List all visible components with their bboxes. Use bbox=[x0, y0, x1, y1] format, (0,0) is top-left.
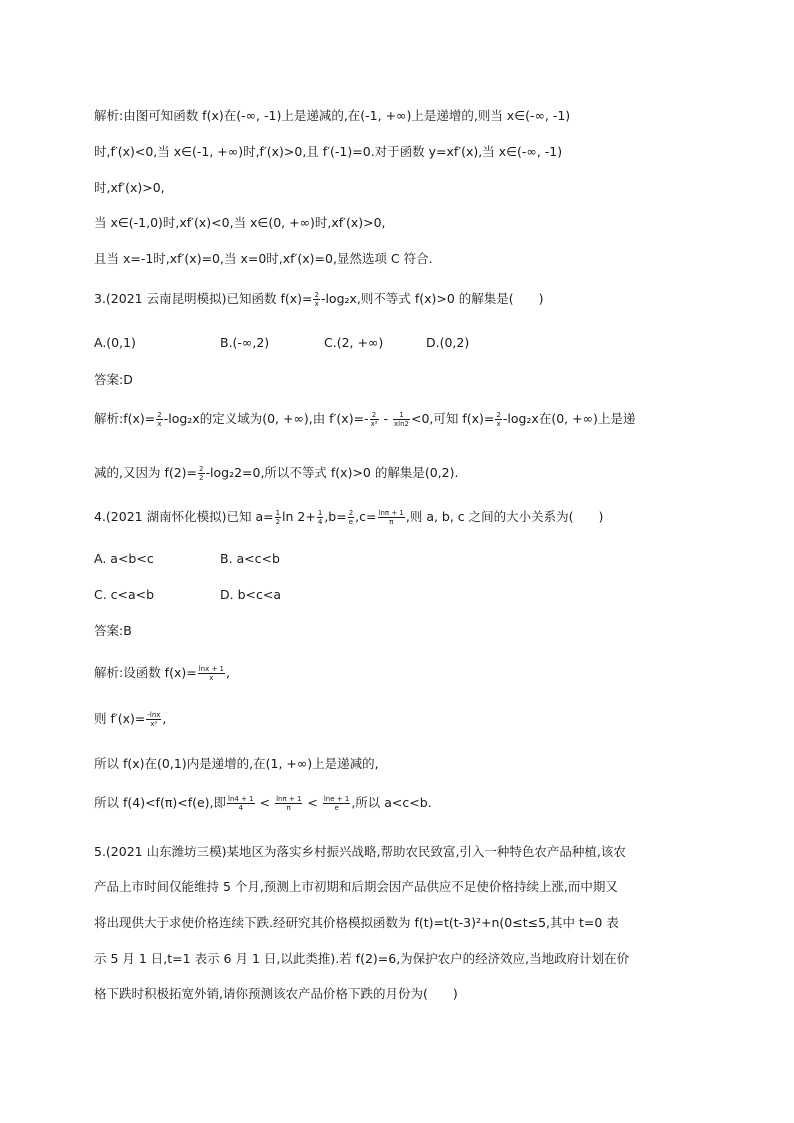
solution-line-4: 当 x∈(-1,0)时,xf′(x)<0,当 x∈(0, +∞)时,xf′(x)>0, bbox=[94, 215, 386, 230]
question-3-stem: 3.(2021 云南昆明模拟)已知函数 f(x)= $\frac{2}{x}$ -log₂x,则不等式 f(x)>0 的解集是( ) bbox=[94, 291, 544, 308]
question-5-line-3: 将出现供大于求使价格连续下跌.经研究其价格模拟函数为 f(t)=t(t-3)²+n(0≤t≤5,其中 t=0 表 bbox=[94, 915, 619, 930]
question-5-line-1: 5.(2021 山东潍坊三模)某地区为落实乡村振兴战略,帮助农民致富,引入一种特色农产品种植,该农 bbox=[94, 844, 626, 859]
question-4-options-row-2 bbox=[94, 585, 724, 605]
question-3-answer: 答案:D bbox=[94, 372, 133, 387]
question-4-options-row-1 bbox=[94, 549, 724, 569]
question-3-explanation-2: 减的,又因为 f(2)= $\frac{2}{2}$ -log₂2=0,所以不等式 f(x)>0 的解集是(0,2). bbox=[94, 465, 459, 482]
option-a: A.(0,1) bbox=[94, 335, 136, 350]
option-c: C.(2, +∞) bbox=[324, 335, 384, 350]
fraction: $\frac{2}{x}$ bbox=[314, 291, 319, 308]
question-3-options bbox=[94, 333, 724, 353]
question-5-line-4: 示 5 月 1 日,t=1 表示 6 月 1 日,以此类推).若 f(2)=6,为保护农户的经济效应,当地政府计划在价 bbox=[94, 951, 630, 966]
question-3-explanation-1: 解析:f(x)= $\frac{2}{x}$ -log₂x的定义域为(0, +∞),由 f′(x)=- $\frac{2}{\text{x²}}$ - $\frac{1}{xln2}$ <0,可知 f(x)= $\frac{2}{x}$ -log₂x在(0, +∞)上是递 bbox=[94, 411, 636, 428]
option-a: A. a<b<c bbox=[94, 551, 154, 566]
option-b: B.(-∞,2) bbox=[220, 335, 270, 350]
question-4-stem: 4.(2021 湖南怀化模拟)已知 a= $\frac{1}{2}$ ln 2+ $\frac{1}{4}$ ,b= $\frac{2}{e}$ ,c= $\frac{\ln\pi + 1}{\pi}$ ,则 a, b, c 之间的大小关系为( ) bbox=[94, 509, 604, 526]
solution-line-1: 解析:由图可知函数 f(x)在(-∞, -1)上是递减的,在(-1, +∞)上是递增的,则当 x∈(-∞, -1) bbox=[94, 108, 571, 123]
question-5-line-2: 产品上市时间仅能维持 5 个月,预测上市初期和后期会因产品供应不足使价格持续上涨,而中期又 bbox=[94, 879, 618, 894]
question-4-explanation-2: 则 f′(x)= $\frac{-\ln x}{\text{x²}}$ , bbox=[94, 711, 167, 728]
question-4-explanation-4: 所以 f(4)<f(π)<f(e),即 $\frac{\ln 4 + 1}{4}$ < $\frac{\ln\pi + 1}{\pi}$ < $\frac{\ln e + 1}{e}$ ,所以 a<c<b. bbox=[94, 795, 432, 812]
question-4-answer: 答案:B bbox=[94, 623, 132, 638]
solution-line-2: 时,f′(x)<0,当 x∈(-1, +∞)时,f′(x)>0,且 f′(-1)=0.对于函数 y=xf′(x),当 x∈(-∞, -1) bbox=[94, 144, 563, 159]
solution-line-3: 时,xf′(x)>0, bbox=[94, 180, 165, 195]
question-4-explanation-3: 所以 f(x)在(0,1)内是递增的,在(1, +∞)上是递减的, bbox=[94, 756, 379, 771]
question-5-line-5: 格下跌时积极拓宽外销,请你预测该农产品价格下跌的月份为( ) bbox=[94, 986, 458, 1001]
option-d: D.(0,2) bbox=[426, 335, 470, 350]
solution-line-5: 且当 x=-1时,xf′(x)=0,当 x=0时,xf′(x)=0,显然选项 C 符合. bbox=[94, 251, 433, 266]
option-d: D. b<c<a bbox=[220, 587, 281, 602]
question-4-explanation-1: 解析:设函数 f(x)= $\frac{\ln x + 1}{x}$ , bbox=[94, 665, 230, 682]
option-b: B. a<c<b bbox=[220, 551, 280, 566]
option-c: C. c<a<b bbox=[94, 587, 155, 602]
